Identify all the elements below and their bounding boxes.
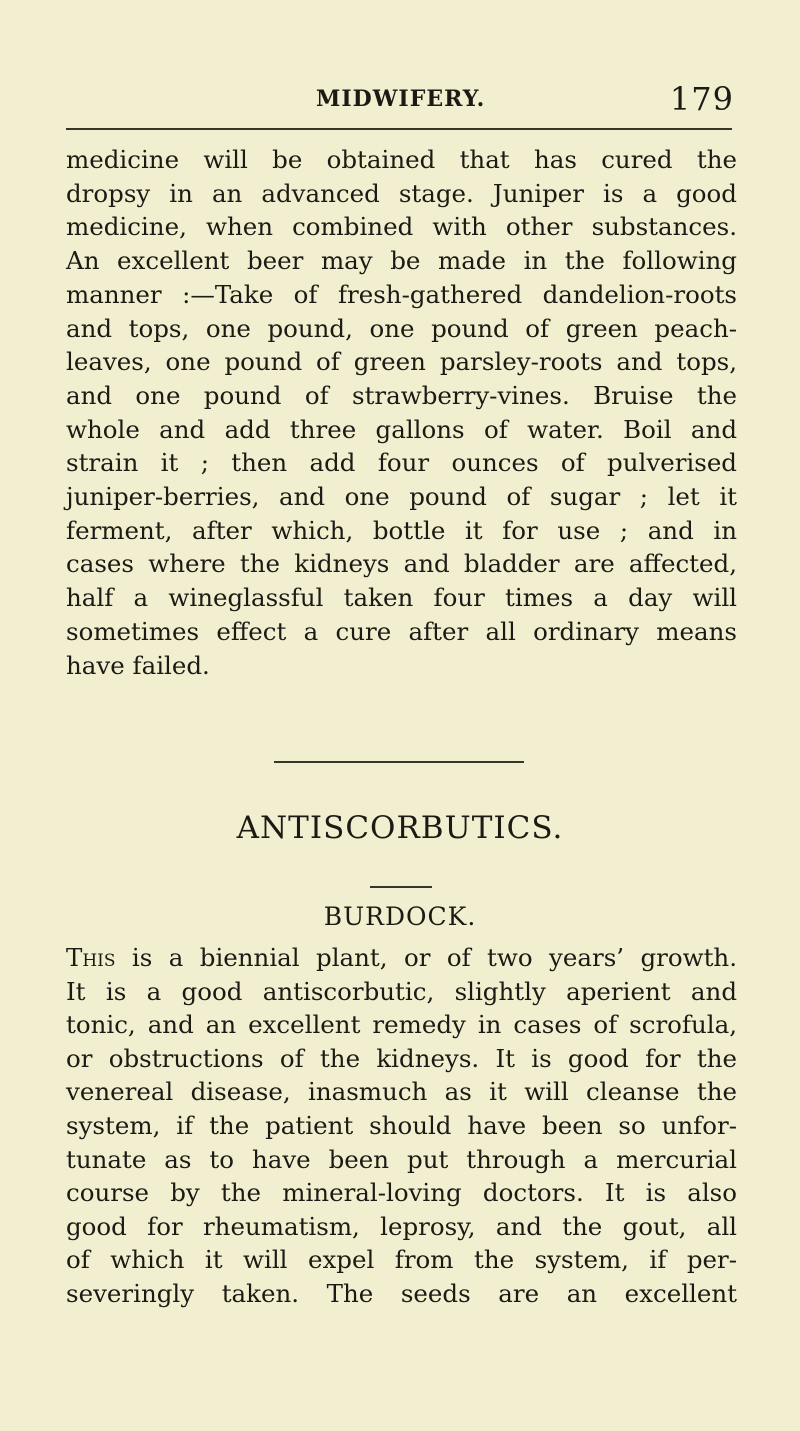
- text-line: It is a good antiscorbutic, slightly aperient and: [66, 976, 737, 1006]
- lead-word: This: [66, 943, 116, 972]
- running-title: MIDWIFERY.: [316, 86, 486, 112]
- text-line: strain it ; then add four ounces of pulverised: [66, 448, 737, 478]
- first-line-rest: is a biennial plant, or of two years’ growth.: [115, 943, 737, 972]
- text-line: system, if the patient should have been so unfor-: [66, 1110, 737, 1140]
- text-line: juniper-berries, and one pound of sugar ; let it: [66, 482, 737, 512]
- text-line: sometimes effect a cure after all ordinary means: [66, 616, 737, 646]
- text-line: or obstructions of the kidneys. It is good for the: [66, 1043, 737, 1073]
- text-line: good for rheumatism, leprosy, and the gout, all: [66, 1211, 737, 1241]
- text-line: of which it will expel from the system, if per-: [66, 1245, 737, 1275]
- subsection-title: BURDOCK.: [323, 902, 477, 931]
- text-line: and tops, one pound, one pound of green peach-: [66, 313, 737, 343]
- subsection-divider: [370, 886, 432, 888]
- text-line: manner :—Take of fresh-gathered dandelion-roots: [66, 279, 737, 309]
- text-line: medicine, when combined with other substances.: [66, 212, 737, 242]
- page-number: 179: [669, 80, 734, 118]
- paragraph-dropsy-remedy: [66, 143, 737, 682]
- text-line: [66, 941, 737, 975]
- text-line: dropsy in an advanced stage. Juniper is a good: [66, 178, 737, 208]
- running-header: [66, 80, 736, 124]
- text-line: medicine will be obtained that has cured the: [66, 145, 737, 174]
- text-line: course by the mineral-loving doctors. It is also: [66, 1178, 737, 1208]
- text-line: severingly taken. The seeds are an excellent: [66, 1278, 737, 1308]
- section-divider: [274, 761, 524, 763]
- text-line: venereal disease, inasmuch as it will cleanse the: [66, 1077, 737, 1107]
- text-line: have failed.: [66, 650, 210, 680]
- header-rule: [66, 128, 732, 130]
- text-line: tunate as to have been put through a mercurial: [66, 1144, 737, 1174]
- section-title: ANTISCORBUTICS.: [236, 810, 564, 846]
- text-line: half a wineglassful taken four times a day will: [66, 583, 737, 613]
- text-line: An excellent beer may be made in the following: [66, 246, 737, 276]
- paragraph-burdock: [66, 941, 737, 1311]
- text-line: leaves, one pound of green parsley-roots and tops,: [66, 347, 737, 377]
- text-line: whole and add three gallons of water. Boil and: [66, 414, 737, 444]
- text-line: ferment, after which, bottle it for use ; and in: [66, 515, 737, 545]
- text-line: cases where the kidneys and bladder are affected,: [66, 549, 737, 579]
- text-line: tonic, and an excellent remedy in cases of scrofula,: [66, 1010, 737, 1040]
- text-line: and one pound of strawberry-vines. Bruise the: [66, 380, 737, 410]
